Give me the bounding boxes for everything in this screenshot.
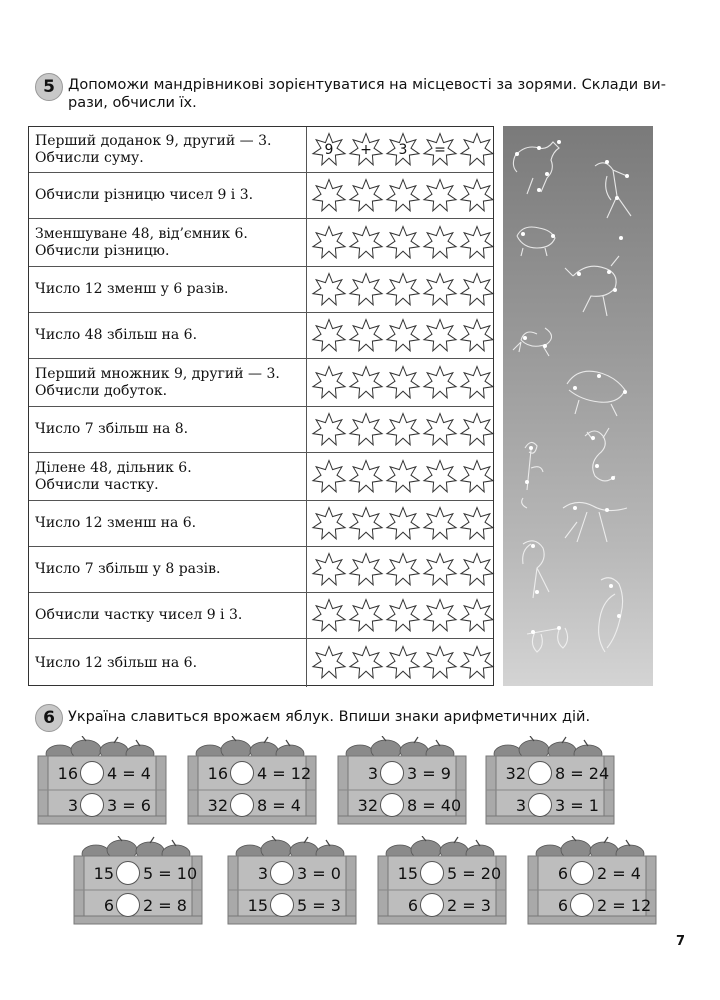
star-shape-icon <box>311 412 347 448</box>
star-shape-icon <box>385 459 421 495</box>
task-row-text-line: Число 7 збільш на 8. <box>35 421 189 437</box>
answer-star[interactable] <box>385 552 421 588</box>
task-row-text-line: Обчисли різницю. <box>35 242 170 259</box>
equation-right-side: 2 = 8 <box>143 895 187 915</box>
column-divider <box>306 313 307 358</box>
task-row-text <box>35 267 297 312</box>
answer-star[interactable] <box>459 272 495 308</box>
page-number: 7 <box>676 934 686 949</box>
answer-star[interactable] <box>311 598 347 634</box>
apple-crate <box>526 836 658 928</box>
operator-blank-circle[interactable] <box>230 761 254 785</box>
operator-blank-circle[interactable] <box>230 793 254 817</box>
star-shape-icon <box>348 412 384 448</box>
star-shape-icon <box>422 225 458 261</box>
answer-star[interactable] <box>311 459 347 495</box>
task-row <box>29 639 493 687</box>
star-shape-icon <box>459 412 495 448</box>
star-shape-icon <box>348 506 384 542</box>
answer-star[interactable] <box>348 506 384 542</box>
answer-star[interactable] <box>348 178 384 214</box>
answer-star[interactable] <box>459 178 495 214</box>
answer-star[interactable] <box>385 412 421 448</box>
answer-star[interactable] <box>422 225 458 261</box>
star-shape-icon <box>422 365 458 401</box>
star-shape-icon <box>422 506 458 542</box>
star-shape-icon <box>348 552 384 588</box>
answer-star[interactable] <box>459 598 495 634</box>
task-5-instructions-line-1: Допоможи мандрівникові зорієнтуватися на місцевості за зорями. Склади ви- <box>68 77 666 93</box>
equation-right-side: 2 = 4 <box>597 863 641 883</box>
column-divider <box>306 359 307 406</box>
operator-blank-circle[interactable] <box>116 861 140 885</box>
answer-star[interactable] <box>311 132 347 168</box>
star-shape-icon <box>422 272 458 308</box>
operator-blank-circle[interactable] <box>380 761 404 785</box>
star-shape-icon <box>348 645 384 681</box>
column-divider <box>306 173 307 218</box>
answer-star[interactable] <box>311 272 347 308</box>
column-divider <box>306 453 307 500</box>
task-row-text-line: Число 48 збільш на 6. <box>35 327 198 343</box>
equation-line <box>526 892 658 918</box>
star-shape-icon <box>422 178 458 214</box>
answer-star[interactable] <box>422 132 458 168</box>
answer-star[interactable] <box>385 598 421 634</box>
example-symbol: 9 <box>324 141 334 158</box>
task-row-text <box>35 547 297 592</box>
star-shape-icon <box>459 506 495 542</box>
task-6-number-badge <box>35 704 63 732</box>
apple-crate <box>226 836 358 928</box>
equation-left-operand: 15 <box>93 863 114 883</box>
task-row-text-line: Перший доданок 9, другий — 3. <box>35 132 272 149</box>
equation-line <box>484 760 616 786</box>
task-row-text-line: Число 12 зменш у 6 разів. <box>35 281 229 297</box>
answer-star[interactable] <box>348 412 384 448</box>
task-row-text <box>35 501 297 546</box>
answer-star[interactable] <box>459 365 495 401</box>
answer-star[interactable] <box>459 506 495 542</box>
answer-star[interactable] <box>385 365 421 401</box>
answer-star[interactable] <box>311 552 347 588</box>
equation-right-side: 5 = 20 <box>447 863 502 883</box>
equation-line <box>336 792 468 818</box>
equation-right-side: 3 = 0 <box>297 863 341 883</box>
equation-left-operand: 3 <box>257 863 268 883</box>
equation-left-operand: 15 <box>247 895 268 915</box>
star-shape-icon <box>385 365 421 401</box>
star-shape-icon <box>459 178 495 214</box>
answer-stars <box>311 639 496 687</box>
answer-stars <box>311 547 496 592</box>
task-row-text <box>35 407 297 452</box>
apple-crate <box>376 836 508 928</box>
task-row-text-line: Обчисли суму. <box>35 149 144 166</box>
answer-stars <box>311 407 496 452</box>
star-shape-icon <box>311 598 347 634</box>
star-shape-icon <box>348 459 384 495</box>
star-shape-icon <box>422 645 458 681</box>
star-shape-icon <box>348 365 384 401</box>
answer-star[interactable] <box>348 598 384 634</box>
task-row <box>29 313 493 359</box>
star-shape-icon <box>422 552 458 588</box>
operator-blank-circle[interactable] <box>270 893 294 917</box>
answer-star[interactable] <box>348 365 384 401</box>
answer-star[interactable] <box>459 552 495 588</box>
answer-stars <box>311 593 496 638</box>
star-shape-icon <box>459 598 495 634</box>
task-row-text <box>35 359 297 406</box>
column-divider <box>306 501 307 546</box>
column-divider <box>306 593 307 638</box>
answer-star[interactable] <box>422 552 458 588</box>
star-shape-icon <box>311 645 347 681</box>
star-shape-icon <box>459 459 495 495</box>
star-shape-icon <box>385 272 421 308</box>
task-row-text <box>35 127 297 172</box>
star-shape-icon <box>385 598 421 634</box>
answer-star[interactable] <box>459 132 495 168</box>
star-shape-icon <box>311 506 347 542</box>
column-divider <box>306 127 307 172</box>
equation-right-side: 5 = 10 <box>143 863 198 883</box>
answer-star[interactable] <box>422 272 458 308</box>
task-row-text-line: Обчисли частку. <box>35 476 159 493</box>
star-shape-icon <box>311 459 347 495</box>
equation-right-side: 5 = 3 <box>297 895 341 915</box>
answer-star[interactable] <box>422 178 458 214</box>
column-divider <box>306 639 307 687</box>
equation-left-operand: 3 <box>67 795 78 815</box>
task-5-table <box>28 126 494 686</box>
operator-blank-circle[interactable] <box>270 861 294 885</box>
answer-star[interactable] <box>459 459 495 495</box>
task-row <box>29 127 493 173</box>
equation-line <box>186 792 318 818</box>
star-shape-icon <box>459 552 495 588</box>
answer-stars <box>311 359 496 406</box>
task-6-instructions: Україна славиться врожаєм яблук. Впиши знаки арифметичних дій. <box>68 709 591 725</box>
star-shape-icon <box>311 365 347 401</box>
equation-left-operand: 32 <box>357 795 378 815</box>
equation-line <box>72 860 204 886</box>
equation-line <box>336 760 468 786</box>
equation-left-operand: 6 <box>557 863 568 883</box>
star-shape-icon <box>348 318 384 354</box>
equation-line <box>36 792 168 818</box>
equation-right-side: 3 = 6 <box>107 795 151 815</box>
task-row <box>29 173 493 219</box>
equation-line <box>72 892 204 918</box>
task-row <box>29 407 493 453</box>
operator-blank-circle[interactable] <box>528 793 552 817</box>
answer-stars <box>311 313 496 358</box>
star-shape-icon <box>385 552 421 588</box>
task-row-text <box>35 219 297 266</box>
answer-star[interactable] <box>459 225 495 261</box>
answer-star[interactable] <box>422 645 458 681</box>
task-row <box>29 547 493 593</box>
apple-crate <box>72 836 204 928</box>
answer-star[interactable] <box>311 412 347 448</box>
star-shape-icon <box>385 318 421 354</box>
answer-stars <box>311 127 496 172</box>
star-shape-icon <box>348 598 384 634</box>
answer-star[interactable] <box>422 365 458 401</box>
answer-star[interactable] <box>348 132 384 168</box>
answer-star[interactable] <box>311 318 347 354</box>
operator-blank-circle[interactable] <box>570 893 594 917</box>
answer-star[interactable] <box>459 645 495 681</box>
star-shape-icon <box>311 552 347 588</box>
answer-star[interactable] <box>385 645 421 681</box>
task-row <box>29 593 493 639</box>
star-shape-icon <box>422 459 458 495</box>
answer-star[interactable] <box>422 506 458 542</box>
equation-left-operand: 16 <box>57 763 78 783</box>
task-row-text-line: Обчисли добуток. <box>35 382 168 399</box>
answer-stars <box>311 219 496 266</box>
star-shape-icon <box>422 318 458 354</box>
answer-star[interactable] <box>311 225 347 261</box>
answer-star[interactable] <box>422 318 458 354</box>
answer-stars <box>311 501 496 546</box>
equation-left-operand: 6 <box>103 895 114 915</box>
task-5-number: 5 <box>43 77 55 97</box>
answer-star[interactable] <box>385 506 421 542</box>
column-divider <box>306 407 307 452</box>
operator-blank-circle[interactable] <box>570 861 594 885</box>
task-row-text-line: Обчисли різницю чисел 9 і 3. <box>35 187 254 203</box>
task-row-text <box>35 173 297 218</box>
answer-star[interactable] <box>385 318 421 354</box>
example-symbol: 3 <box>398 141 408 158</box>
answer-star[interactable] <box>348 645 384 681</box>
star-shape-icon <box>385 506 421 542</box>
answer-star[interactable] <box>459 318 495 354</box>
answer-star[interactable] <box>311 645 347 681</box>
task-5-number-badge <box>35 73 63 101</box>
answer-star[interactable] <box>385 132 421 168</box>
equation-line <box>526 860 658 886</box>
answer-star[interactable] <box>311 506 347 542</box>
equation-line <box>376 860 508 886</box>
equation-right-side: 8 = 24 <box>555 763 610 783</box>
star-shape-icon <box>459 272 495 308</box>
equation-left-operand: 3 <box>515 795 526 815</box>
example-symbol: + <box>360 141 372 158</box>
task-row-text <box>35 453 297 500</box>
answer-star[interactable] <box>385 459 421 495</box>
operator-blank-circle[interactable] <box>116 893 140 917</box>
equation-right-side: 3 = 9 <box>407 763 451 783</box>
task-row-text-line: Обчисли частку чисел 9 і 3. <box>35 607 243 623</box>
operator-blank-circle[interactable] <box>380 793 404 817</box>
star-shape-icon <box>385 412 421 448</box>
apple-crate <box>336 736 468 828</box>
apple-crate <box>484 736 616 828</box>
star-shape-icon <box>348 178 384 214</box>
answer-star[interactable] <box>385 272 421 308</box>
equation-left-operand: 6 <box>557 895 568 915</box>
star-shape-icon <box>311 318 347 354</box>
equation-line <box>226 860 358 886</box>
task-row <box>29 501 493 547</box>
equation-left-operand: 32 <box>207 795 228 815</box>
task-row <box>29 219 493 267</box>
star-shape-icon <box>311 225 347 261</box>
equation-line <box>376 892 508 918</box>
example-symbol <box>459 132 495 168</box>
equation-right-side: 4 = 12 <box>257 763 312 783</box>
equation-right-side: 3 = 1 <box>555 795 599 815</box>
answer-star[interactable] <box>311 365 347 401</box>
task-row-text-line: Зменшуване 48, від’ємник 6. <box>35 225 248 242</box>
task-row-text <box>35 639 297 687</box>
constellations-illustration <box>503 126 653 686</box>
answer-star[interactable] <box>459 412 495 448</box>
equation-right-side: 8 = 40 <box>407 795 462 815</box>
answer-star[interactable] <box>385 178 421 214</box>
answer-stars <box>311 267 496 312</box>
equation-line <box>36 760 168 786</box>
equation-line <box>226 892 358 918</box>
equation-line <box>484 792 616 818</box>
task-row <box>29 359 493 407</box>
star-shape-icon <box>348 272 384 308</box>
equation-right-side: 8 = 4 <box>257 795 301 815</box>
task-row-text-line: Число 12 зменш на 6. <box>35 515 197 531</box>
task-row <box>29 453 493 501</box>
task-row-text-line: Перший множник 9, другий — 3. <box>35 365 280 382</box>
star-shape-icon <box>348 225 384 261</box>
operator-blank-circle[interactable] <box>528 761 552 785</box>
operator-blank-circle[interactable] <box>420 893 444 917</box>
equation-right-side: 2 = 3 <box>447 895 491 915</box>
equation-right-side: 4 = 4 <box>107 763 151 783</box>
apple-crate <box>186 736 318 828</box>
task-5-instructions-line-2: рази, обчисли їх. <box>68 95 197 111</box>
answer-star[interactable] <box>311 178 347 214</box>
constellations-drawing <box>503 126 653 686</box>
operator-blank-circle[interactable] <box>80 761 104 785</box>
star-shape-icon <box>311 178 347 214</box>
star-shape-icon <box>385 645 421 681</box>
answer-star[interactable] <box>348 459 384 495</box>
example-symbol: = <box>434 141 446 158</box>
task-6-number: 6 <box>43 708 55 728</box>
star-shape-icon <box>385 225 421 261</box>
answer-star[interactable] <box>348 318 384 354</box>
star-shape-icon <box>422 412 458 448</box>
apple-crate <box>36 736 168 828</box>
answer-star[interactable] <box>348 225 384 261</box>
equation-right-side: 2 = 12 <box>597 895 652 915</box>
answer-stars <box>311 453 496 500</box>
task-row <box>29 267 493 313</box>
star-shape-icon <box>459 225 495 261</box>
task-5-instructions <box>68 76 668 112</box>
star-shape-icon <box>311 272 347 308</box>
operator-blank-circle[interactable] <box>80 793 104 817</box>
task-row-text-line: Ділене 48, дільник 6. <box>35 459 192 476</box>
equation-left-operand: 6 <box>407 895 418 915</box>
answer-star[interactable] <box>348 272 384 308</box>
equation-line <box>186 760 318 786</box>
equation-left-operand: 3 <box>367 763 378 783</box>
answer-stars <box>311 173 496 218</box>
task-row-text <box>35 593 297 638</box>
star-shape-icon <box>422 598 458 634</box>
answer-star[interactable] <box>422 412 458 448</box>
answer-star[interactable] <box>422 459 458 495</box>
column-divider <box>306 547 307 592</box>
answer-star[interactable] <box>348 552 384 588</box>
equation-left-operand: 32 <box>505 763 526 783</box>
column-divider <box>306 219 307 266</box>
equation-left-operand: 15 <box>397 863 418 883</box>
task-row-text <box>35 313 297 358</box>
column-divider <box>306 267 307 312</box>
task-row-text-line: Число 7 збільш у 8 разів. <box>35 561 221 577</box>
star-shape-icon <box>385 178 421 214</box>
star-shape-icon <box>459 365 495 401</box>
answer-star[interactable] <box>422 598 458 634</box>
star-shape-icon <box>459 645 495 681</box>
operator-blank-circle[interactable] <box>420 861 444 885</box>
equation-left-operand: 16 <box>207 763 228 783</box>
star-shape-icon <box>459 318 495 354</box>
task-row-text-line: Число 12 збільш на 6. <box>35 654 198 671</box>
answer-star[interactable] <box>385 225 421 261</box>
